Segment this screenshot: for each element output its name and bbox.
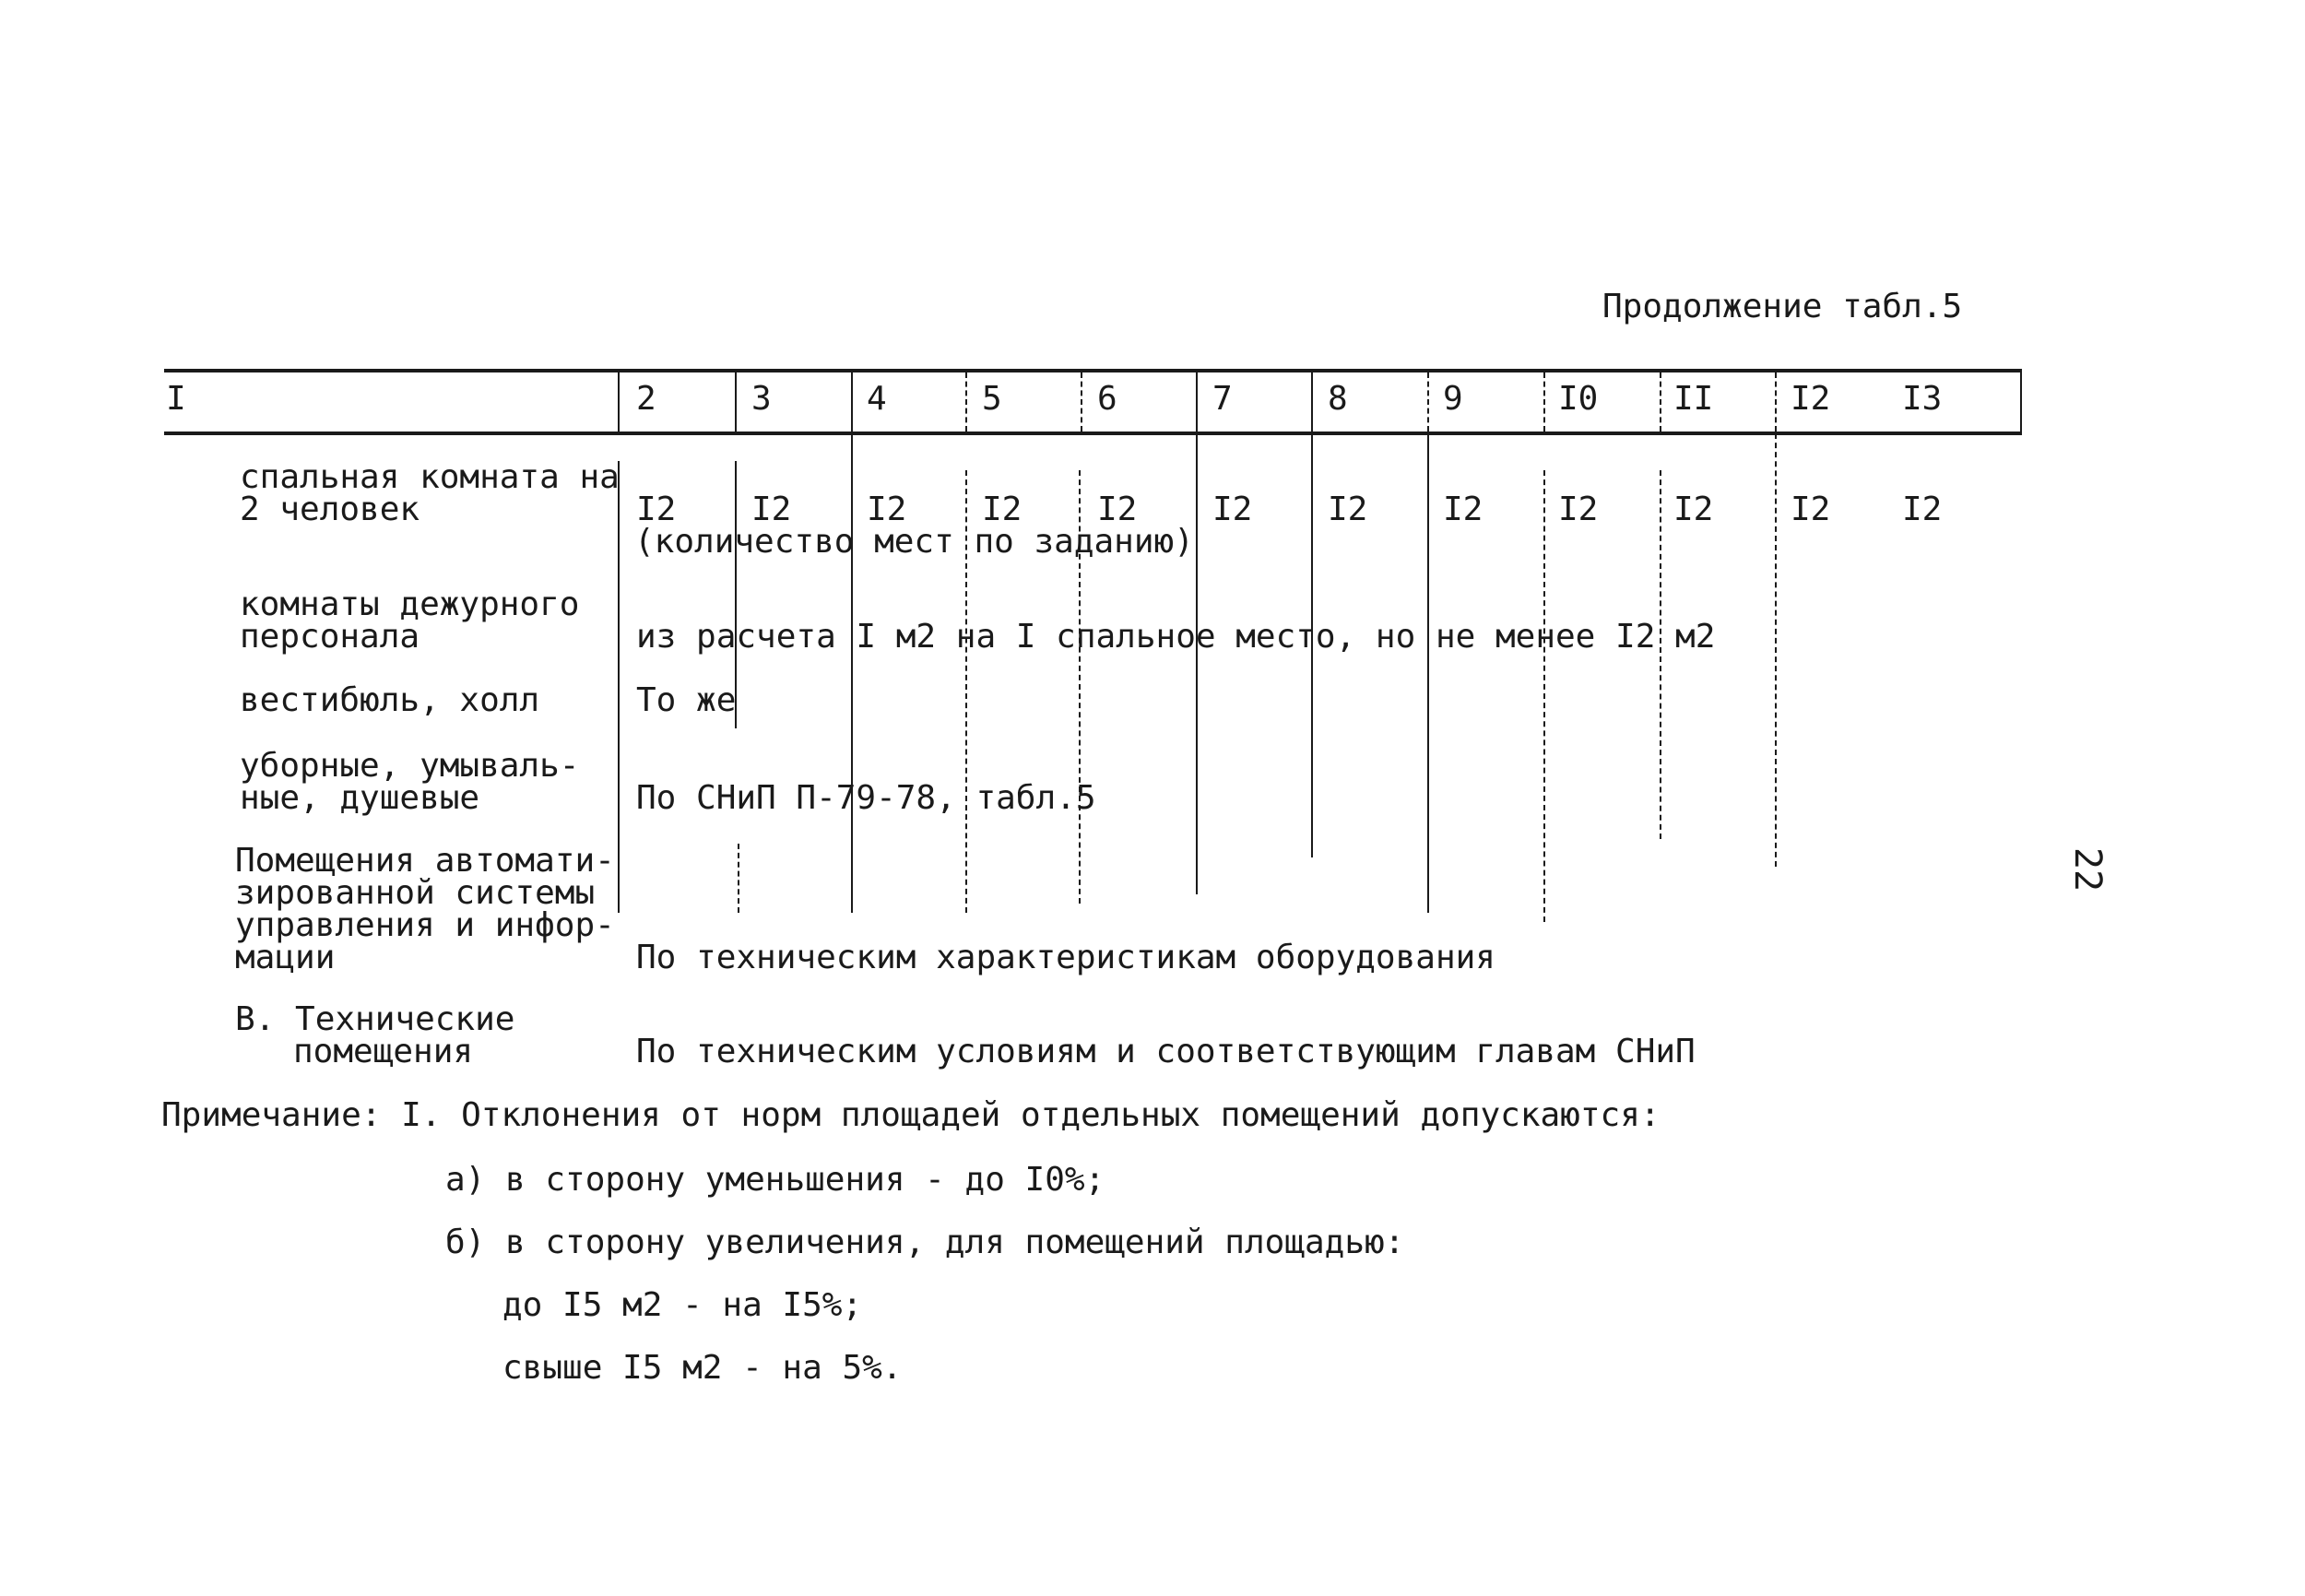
cell-value: I2	[1212, 491, 1253, 528]
note-item-b: б) в сторону увеличения, для помещений площадью:	[445, 1224, 1405, 1261]
header-col-10: I0	[1558, 380, 1599, 418]
row-note: (количество мест по заданию)	[634, 523, 1194, 561]
header-col-13: I3	[1902, 380, 1943, 418]
table-top-rule	[164, 369, 2022, 372]
row-label-line: зированной системы	[235, 874, 596, 912]
row-text: То же	[636, 681, 737, 719]
header-col-11: II	[1673, 380, 1714, 418]
col-sep	[1543, 470, 1545, 922]
header-col-12: I2	[1791, 380, 1831, 418]
col-sep	[618, 461, 620, 913]
col-sep	[1196, 433, 1198, 894]
col-sep	[735, 372, 737, 432]
cell-value: I2	[1902, 491, 1943, 528]
row-label-line: вестибюль, холл	[240, 681, 540, 719]
row-label-line: помещения	[293, 1033, 474, 1070]
note-item-b1: до I5 м2 - на I5%;	[502, 1286, 863, 1324]
cell-value: I2	[1673, 491, 1714, 528]
col-sep	[738, 844, 739, 913]
col-sep	[965, 372, 967, 432]
cell-value: I2	[1328, 491, 1368, 528]
cell-value: I2	[751, 491, 792, 528]
header-col-3: 3	[751, 380, 772, 418]
row-label-line: В. Технические	[235, 1000, 515, 1038]
cell-value: I2	[1791, 491, 1831, 528]
cell-value: I2	[1558, 491, 1599, 528]
table-header-rule	[164, 432, 2022, 435]
row-label-line: ные, душевые	[240, 779, 480, 817]
row-text: По СНиП П-79-78, табл.5	[636, 779, 1096, 817]
col-sep	[851, 372, 853, 432]
row-text: из расчета I м2 на I спальное место, но не менее I2 м2	[636, 618, 1716, 656]
col-sep	[1660, 372, 1661, 432]
header-col-4: 4	[867, 380, 887, 418]
row-label-line: спальная комната на	[240, 458, 620, 496]
note-item-a: а) в сторону уменьшения - до I0%;	[445, 1161, 1105, 1199]
header-col-2: 2	[636, 380, 656, 418]
col-sep	[1311, 372, 1313, 432]
cell-value: I2	[867, 491, 907, 528]
col-sep	[1081, 372, 1082, 432]
header-col-6: 6	[1097, 380, 1117, 418]
header-col-7: 7	[1212, 380, 1233, 418]
row-text: По техническим условиям и соответствующим главам СНиП	[636, 1033, 1696, 1070]
continuation-caption: Продолжение табл.5	[1602, 288, 1963, 325]
col-sep	[1427, 372, 1429, 432]
row-label-line: комнаты дежурного	[240, 585, 580, 623]
note-item-b2: свыше I5 м2 - на 5%.	[502, 1349, 903, 1387]
col-sep	[1543, 372, 1545, 432]
row-label-line: уборные, умываль-	[240, 747, 580, 785]
header-col-8: 8	[1328, 380, 1348, 418]
row-label-line: персонала	[240, 618, 420, 656]
col-sep	[1427, 433, 1429, 913]
col-sep	[851, 433, 853, 913]
row-label-line: 2 человек	[240, 491, 420, 528]
col-sep	[618, 372, 620, 432]
cell-value: I2	[636, 491, 677, 528]
row-label-line: мации	[235, 939, 336, 976]
header-col-5: 5	[982, 380, 1002, 418]
col-sep	[1196, 372, 1198, 432]
cell-value: I2	[1443, 491, 1483, 528]
cell-value: I2	[1097, 491, 1138, 528]
row-label-line: Помещения автомати-	[235, 842, 615, 880]
header-col-9: 9	[1443, 380, 1463, 418]
header-col-1: I	[166, 380, 186, 418]
col-sep	[2020, 372, 2022, 432]
col-sep	[1775, 433, 1777, 867]
page-number: 22	[2066, 846, 2110, 893]
note-title: Примечание: I. Отклонения от норм площадей отдельных помещений допускаются:	[161, 1096, 1661, 1134]
row-text: По техническим характеристикам оборудования	[636, 939, 1495, 976]
col-sep	[1775, 372, 1777, 432]
row-label-line: управления и инфор-	[235, 906, 615, 944]
cell-value: I2	[982, 491, 1022, 528]
